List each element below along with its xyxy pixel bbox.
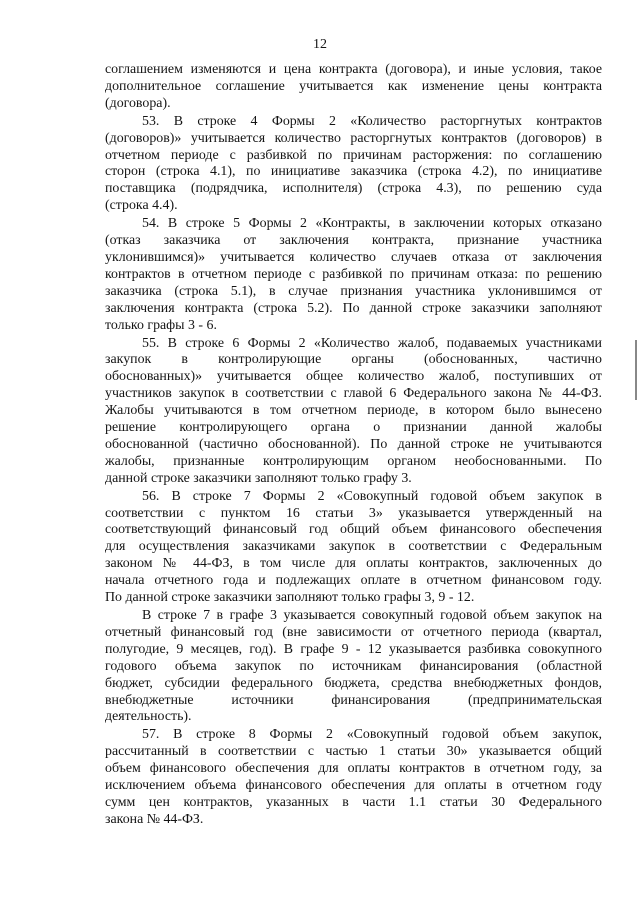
text-line: (договоров)» учитывается количество расторгнутых контрактов (договоров) в bbox=[105, 130, 602, 146]
text-line: 57. В строке 8 Формы 2 «Совокупный годовой объем закупок, bbox=[142, 727, 602, 743]
text-line: 53. В строке 4 Формы 2 «Количество расторгнутых контрактов bbox=[142, 113, 602, 129]
text-line: (строка 4.4). bbox=[105, 198, 178, 214]
text-line: закона № 44-ФЗ. bbox=[105, 811, 204, 827]
paragraph-53 bbox=[105, 114, 602, 215]
paragraph-continuation bbox=[105, 62, 602, 113]
text-line: заказчика (строка 5.1), в случае признания участника уклонившимся от bbox=[105, 283, 602, 299]
text-line: (отказ заказчика от заключения контракта, признание участника bbox=[105, 233, 602, 249]
text-line: (договора). bbox=[105, 95, 171, 111]
text-line: внебюджетные источники финансирования (предпринимательская bbox=[105, 692, 602, 708]
text-line: обоснованной (частично обоснованной). По данной строке не учитываются bbox=[105, 436, 602, 452]
margin-scan-mark bbox=[635, 340, 637, 400]
text-line: исключением объема финансового обеспечения для оплаты в отчетном году bbox=[105, 778, 602, 794]
text-line: данной строке заказчики заполняют только графу 3. bbox=[105, 470, 412, 486]
text-line: соответствии с пунктом 16 статьи 3» указывается утвержденный на bbox=[105, 505, 602, 521]
text-line: сумм цен контрактов, указанных в части 1.1 статьи 30 Федерального bbox=[105, 794, 602, 810]
paragraph-55 bbox=[105, 336, 602, 488]
text-line: начала отчетного года и подлежащих оплате в отчетном финансовом году. bbox=[105, 573, 602, 589]
text-line: обоснованных)» учитывается общее количество жалоб, поступивших от bbox=[105, 369, 602, 385]
text-line: решение контролирующего органа о признании данной жалобы bbox=[105, 420, 602, 436]
text-line: годового объема закупок по источникам финансирования (областной bbox=[105, 658, 602, 674]
text-line: В строке 7 в графе 3 указывается совокупный годовой объем закупок на bbox=[142, 608, 602, 623]
page-number: 12 bbox=[313, 37, 327, 52]
text-line: Жалобы учитываются в том отчетном периоде, в котором было вынесено bbox=[105, 403, 602, 419]
text-line: контрактов в отчетном периоде с разбивкой по причинам отказа: по решению bbox=[105, 266, 602, 282]
text-line: закупок в контролирующие органы (обоснованных, частично bbox=[105, 352, 602, 368]
text-line: для осуществления заказчиками закупок в соответствии с Федеральным bbox=[105, 539, 602, 555]
text-line: участников закупок в соответствии с главой 6 Федерального закона № 44-ФЗ. bbox=[105, 386, 602, 402]
paragraph-57 bbox=[105, 727, 602, 828]
paragraph-54 bbox=[105, 216, 602, 334]
text-line: По данной строке заказчики заполняют только графы 3, 9 - 12. bbox=[105, 590, 475, 606]
text-line: дополнительное соглашение учитывается как изменение цены контракта bbox=[105, 78, 602, 94]
paragraph-56-continuation bbox=[105, 608, 602, 726]
text-line: соответствующий финансовый год общий объем финансового обеспечения bbox=[105, 522, 602, 538]
text-line: полугодие, 9 месяцев, год). В графе 9 - 12 указывается разбивка совокупного bbox=[105, 641, 602, 657]
text-line: жалобы, признанные контролирующим органом необоснованными. По bbox=[105, 453, 602, 469]
text-line: соглашением изменяются и цена контракта (договора), и иные условия, такое bbox=[105, 62, 602, 77]
text-line: 56. В строке 7 Формы 2 «Совокупный годовой объем закупок в bbox=[142, 488, 602, 504]
text-line: уклонившимся)» учитывается количество случаев отказа от заключения bbox=[105, 249, 602, 265]
text-line: отчетный финансовый год (вне зависимости от отчетного периода (квартал, bbox=[105, 624, 602, 640]
text-line: рассчитанный в соответствии с частью 1 статьи 30» указывается общий bbox=[105, 744, 602, 760]
text-line: заключения контракта (строка 5.2). По данной строке заказчики заполняют bbox=[105, 300, 602, 316]
text-line: объем финансового обеспечения для оплаты контрактов в отчетном году, за bbox=[105, 761, 602, 777]
paragraph-56 bbox=[105, 489, 602, 607]
text-line: бюджет, субсидии федерального бюджета, средства внебюджетных фондов, bbox=[105, 675, 602, 691]
text-line: 55. В строке 6 Формы 2 «Количество жалоб, подаваемых участниками bbox=[142, 335, 602, 351]
text-line: отчетном периоде с разбивкой по причинам расторжения: по соглашению bbox=[105, 147, 602, 163]
text-line: сторон (строка 4.1), по инициативе заказчика (строка 4.2), по инициативе bbox=[105, 164, 602, 180]
document-body bbox=[105, 62, 602, 829]
text-line: 54. В строке 5 Формы 2 «Контракты, в заключении которых отказано bbox=[142, 216, 602, 232]
text-line: поставщика (подрядчика, исполнителя) (строка 4.3), по решению суда bbox=[105, 181, 602, 197]
text-line: законом № 44-ФЗ, в том числе для оплаты контрактов, заключенных до bbox=[105, 556, 602, 572]
text-line: деятельность). bbox=[105, 709, 192, 725]
text-line: только графы 3 - 6. bbox=[105, 317, 217, 333]
